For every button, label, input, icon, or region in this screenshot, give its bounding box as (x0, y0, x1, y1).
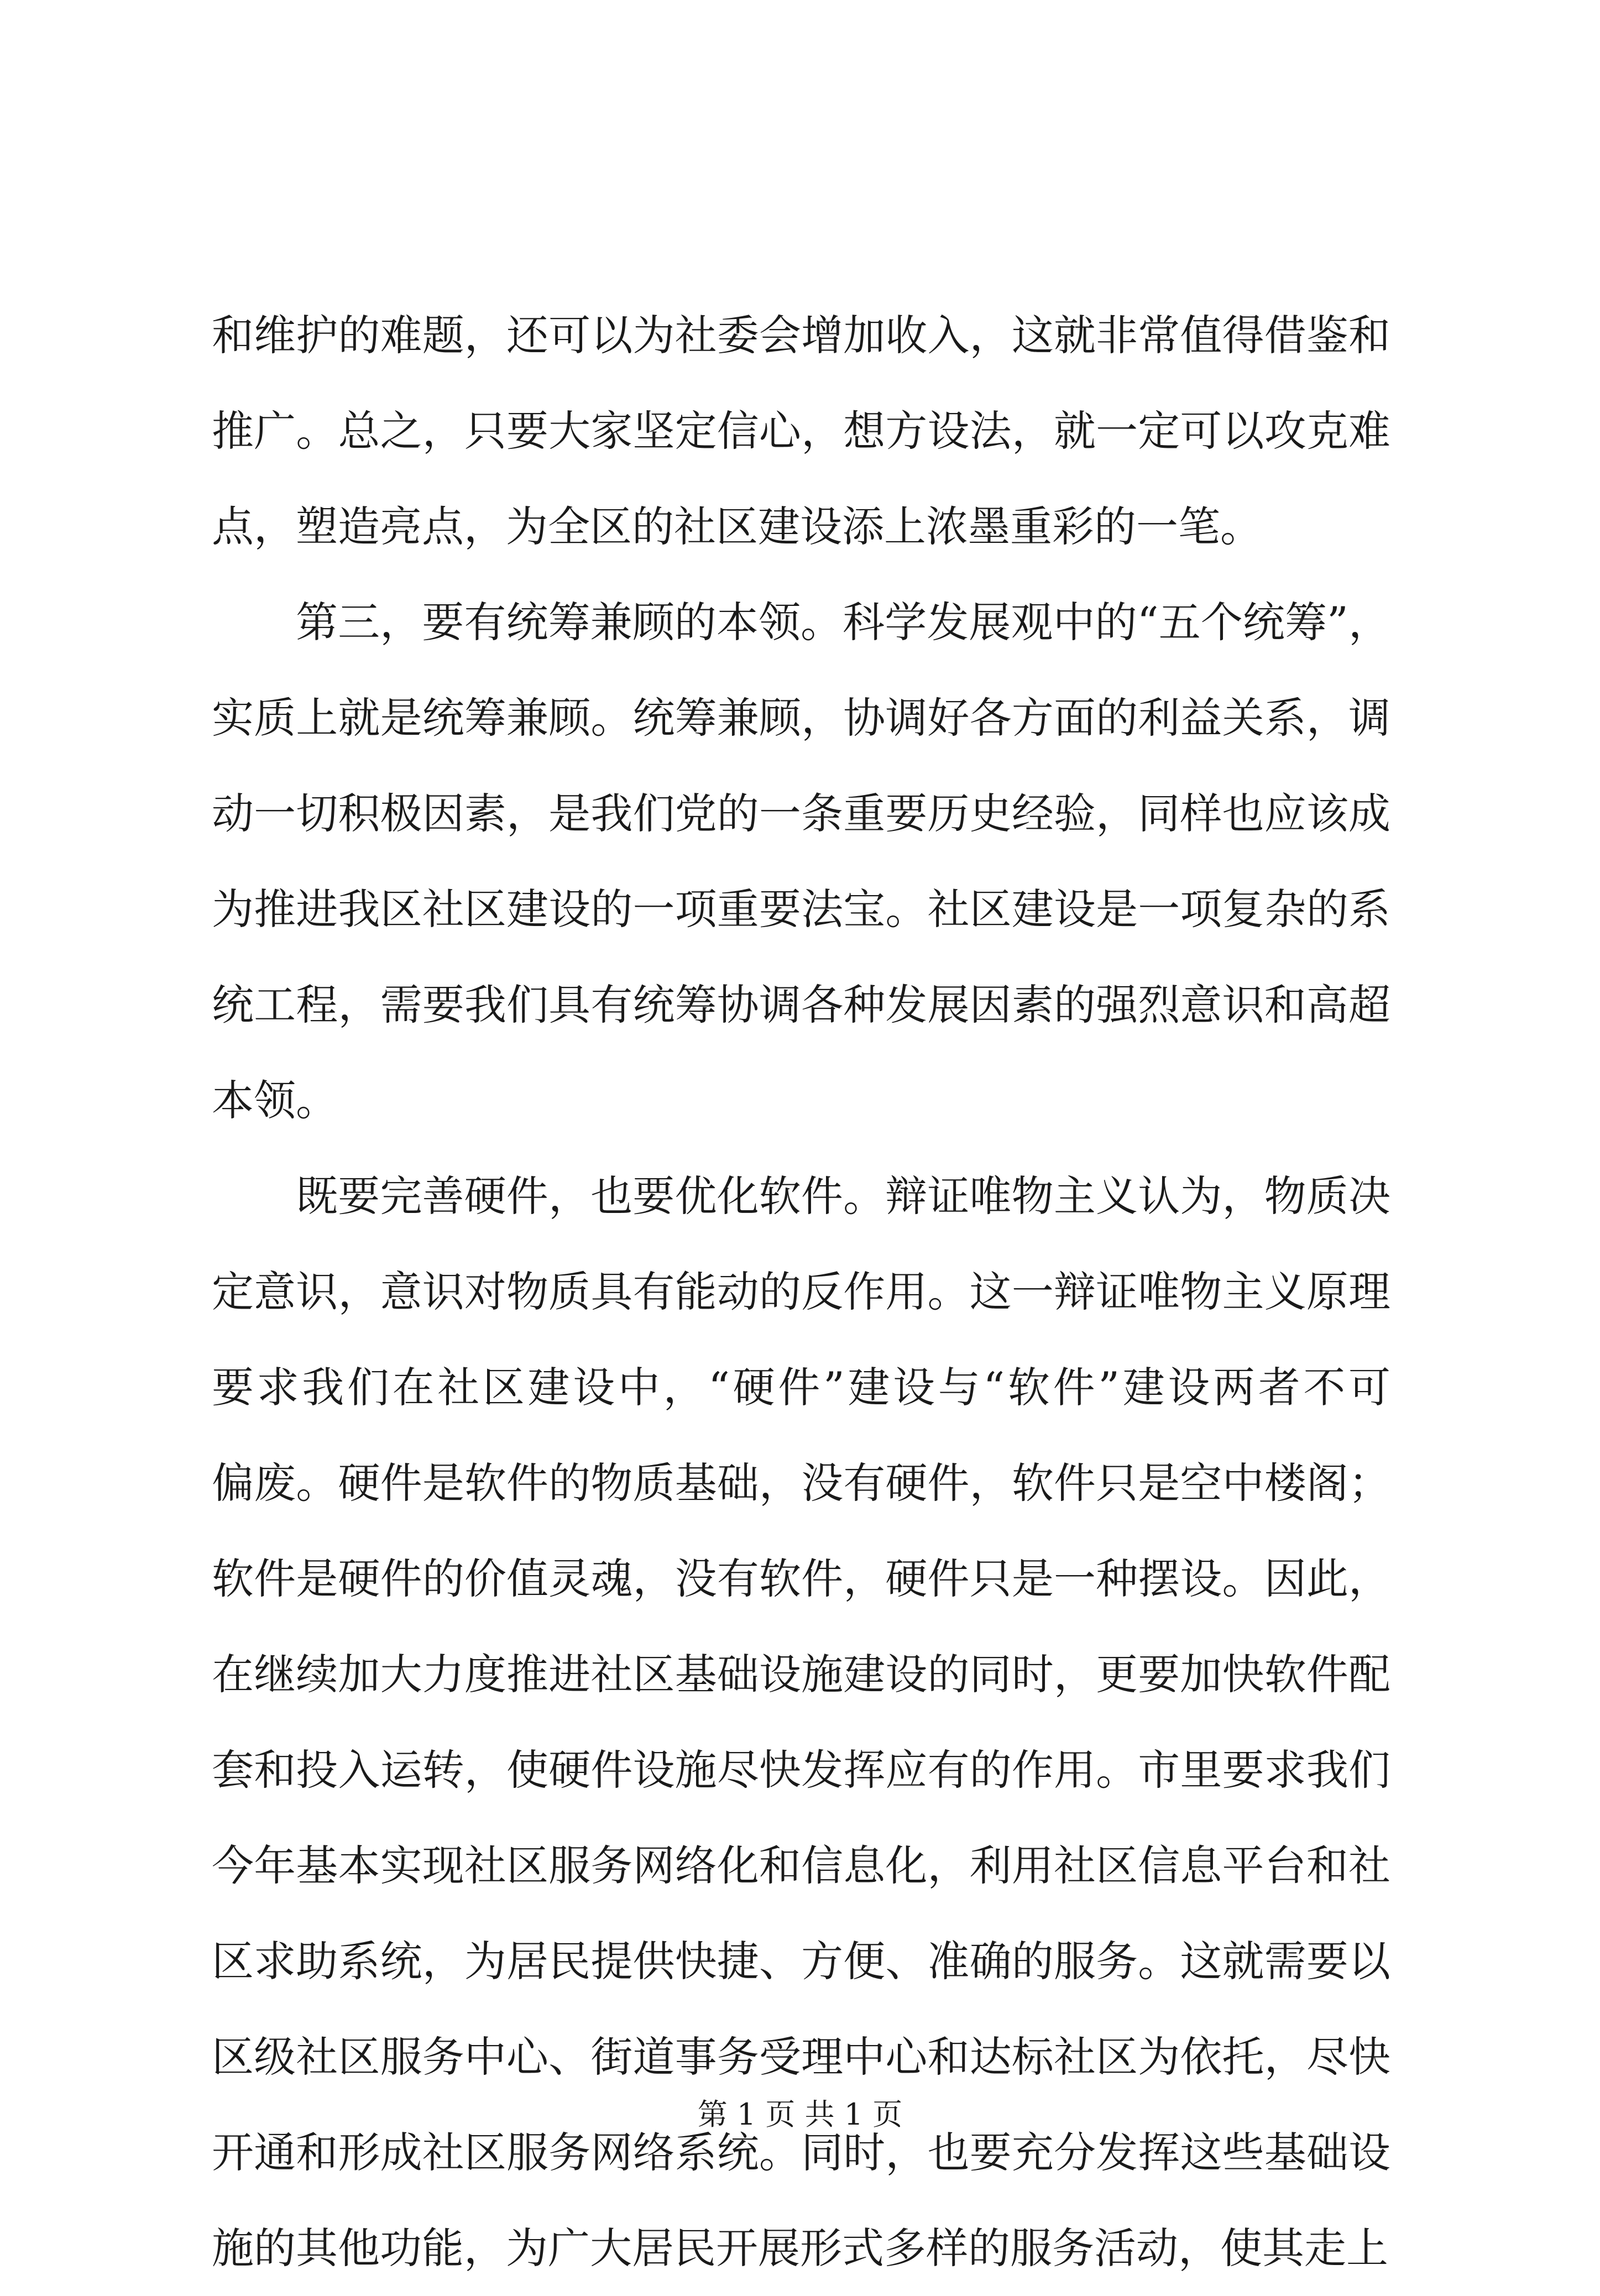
paragraph (212, 574, 1390, 1148)
text-line: 动一切积极因素，是我们党的一条重要历史经验，同样也应该成 (212, 789, 1390, 838)
paragraph (212, 287, 1390, 574)
text-line: 今年基本实现社区服务网络化和信息化，利用社区信息平台和社 (212, 1841, 1390, 1890)
text-line: 软件是硬件的价值灵魂，没有软件，硬件只是一种摆设。因此， (212, 1554, 1390, 1603)
text-line: 为推进我区社区建设的一项重要法宝。社区建设是一项复杂的系 (212, 885, 1390, 934)
text-line: 要求我们在社区建设中，“硬件”建设与“软件”建设两者不可 (212, 1363, 1390, 1412)
text-line: 区级社区服务中心、街道事务受理中心和达标社区为依托，尽快 (212, 2032, 1390, 2081)
text-line: 既要完善硬件，也要优化软件。辩证唯物主义认为，物质决 (296, 1171, 1390, 1221)
text-line: 统工程，需要我们具有统筹协调各种发展因素的强烈意识和高超 (212, 980, 1390, 1029)
page-footer: 第 1 页 共 1 页 (697, 2097, 903, 2132)
text-line: 第三，要有统筹兼顾的本领。科学发展观中的“五个统筹”， (296, 598, 1390, 647)
text-line: 推广。总之，只要大家坚定信心，想方设法，就一定可以攻克难 (212, 406, 1390, 456)
text-line: 开通和形成社区服务网络系统。同时，也要充分发挥这些基础设 (212, 2128, 1390, 2177)
text-line: 本领。 (212, 1076, 338, 1125)
text-line: 定意识，意识对物质具有能动的反作用。这一辩证唯物主义原理 (212, 1267, 1390, 1316)
text-line: 点，塑造亮点，为全区的社区建设添上浓墨重彩的一笔。 (212, 502, 1262, 551)
text-line: 在继续加大力度推进社区基础设施建设的同时，更要加快软件配 (212, 1650, 1390, 1699)
text-line: 和维护的难题，还可以为社委会增加收入，这就非常值得借鉴和 (212, 311, 1390, 360)
text-line: 实质上就是统筹兼顾。统筹兼顾，协调好各方面的利益关系，调 (212, 693, 1390, 742)
body-text (212, 287, 1390, 2296)
text-line: 偏废。硬件是软件的物质基础，没有硬件，软件只是空中楼阁； (212, 1458, 1390, 1508)
text-line: 套和投入运转，使硬件设施尽快发挥应有的作用。市里要求我们 (212, 1745, 1390, 1795)
text-line: 施的其他功能，为广大居民开展形式多样的服务活动，使其走上 (212, 2224, 1388, 2273)
text-line: 区求助系统，为居民提供快捷、方便、准确的服务。这就需要以 (212, 1937, 1390, 1986)
